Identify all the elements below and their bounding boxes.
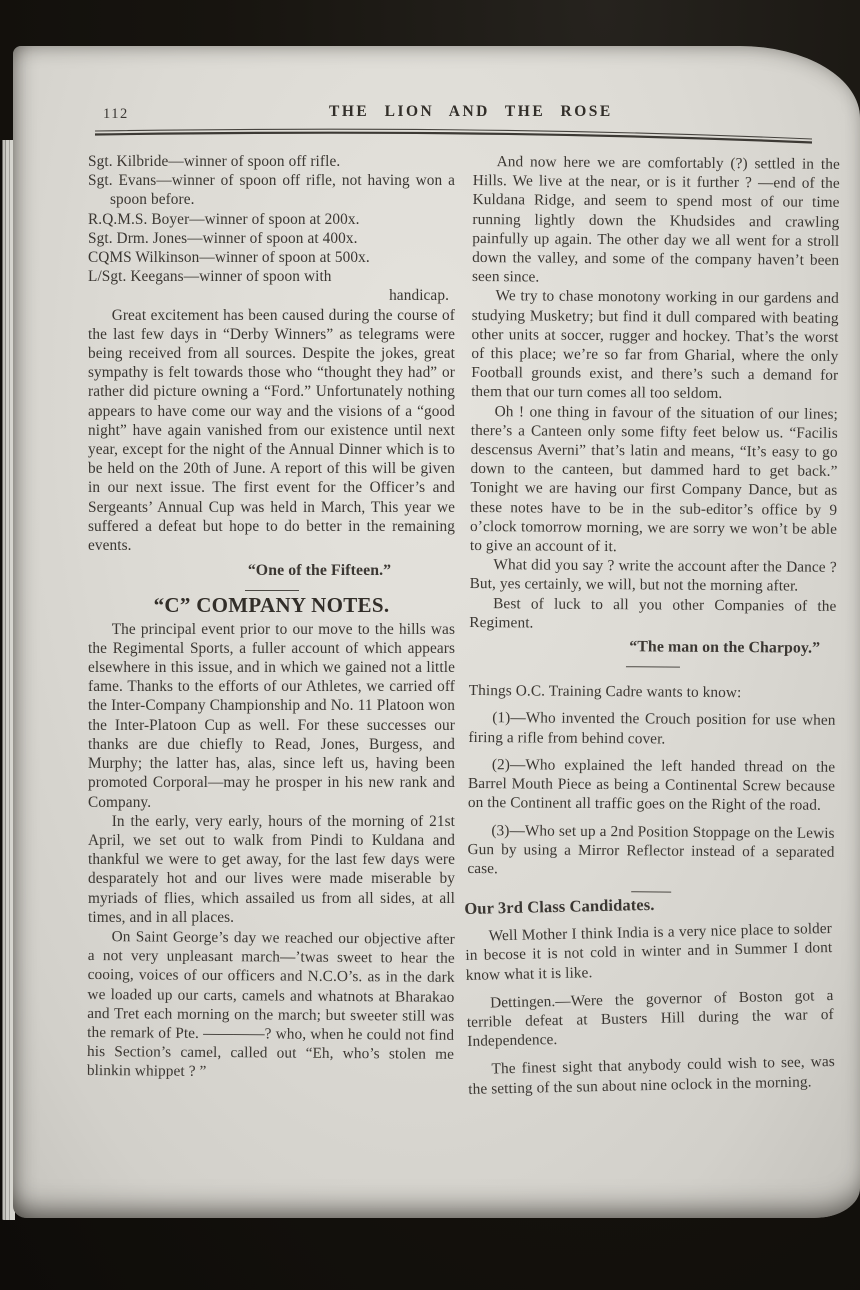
training-cadre-item: (1)—Who invented the Crouch position for use when firing a rifle from behind cover. xyxy=(468,709,836,748)
signature-man-on-charpoy: “The man on the Charpoy.” xyxy=(629,638,821,657)
third-class-candidates-section xyxy=(464,891,835,1099)
header-rule xyxy=(95,126,813,151)
two-column-body xyxy=(88,152,840,1099)
canteen-paragraph: Oh ! one thing in favour of the situation of our lines; there’s a Canteen only some fifty feet below us. “Facilis descensus Averni” that’s latin and means, “It’s easy to go down to the canteen, but dammed hard to get back.” Tonight we are having our first Company Dance, but as these notes have to be in the sub-editor’s office by 9 o’clock tomorrow morning, we are sorry we won’t be able to give an account of it. xyxy=(469,402,839,556)
list-item: L/Sgt. Keegans—winner of spoon with xyxy=(88,268,332,286)
section-divider xyxy=(245,590,299,591)
right-column xyxy=(466,152,840,1102)
march-to-kuldana-paragraph: In the early, very early, hours of the morning of 21st April, we set out to walk from Pindi to Kuldana and thankful we were to get away, for the last few days were desparately hot and our lives were made miserable by myriads of flies, which assailed us from all sides, at all times, and in all places. xyxy=(88,812,455,926)
finest-sight-paragraph: The finest sight that anybody could wish to see, was the setting of the sun about nine oclock in the morning. xyxy=(468,1053,835,1098)
dettingen-paragraph: Dettingen.—Were the governor of Boston got a terrible defeat at Busters Hill during the war of Independence. xyxy=(466,986,834,1051)
saint-georges-day-paragraph: On Saint George’s day we reached our objective after a not very unpleasant march—’twas sweet to hear the cooing, voices of our officers and N.C.O’s. as in the dark we loaded up our carts, camels and whatnots at Bharakao and Tret each morning on the march; but sweeter still was the remark of Pte. ————? who, when he could not find his Section’s camel, called out “Eh, who’s stolen me blinkin whippet ? ” xyxy=(86,928,455,1081)
signature-one-of-the-fifteen: “One of the Fifteen.” xyxy=(247,562,392,580)
third-class-candidates-heading: Our 3rd Class Candidates. xyxy=(464,894,655,919)
india-paragraph: Well Mother I think India is a very nice place to solder in becose it is not cold in winter and in Summer I dont know what it is like. xyxy=(465,920,833,984)
list-item: CQMS Wilkinson—winner of spoon at 500x. xyxy=(88,249,370,267)
training-cadre-heading: Things O.C. Training Cadre wants to know: xyxy=(468,682,742,702)
list-item: Sgt. Drm. Jones—winner of spoon at 400x. xyxy=(88,229,358,247)
section-divider xyxy=(625,666,679,667)
list-item: Sgt. Evans—winner of spoon off rifle, not having won a spoon before. xyxy=(88,172,455,209)
derby-winners-paragraph: Great excitement has been caused during the course of the last few days in “Derby Winners” as telegrams were being received from all sources. Despite the jokes, great sympathy is felt towards those who “thought they had” or rather did picture owning a “Ford.” Unfortunately nothing appears to have come our way and the visions of a “good night” have again vanished from our existence until next year, except for the night of the Annual Dinner which is to be held on the 20th of June. A report of this will be given in our next issue. The first event for the Officer’s and Sergeants’ Annual Cup was held in March, This year we suffered a defeat but hope to do better in the remaining events. xyxy=(88,306,455,555)
page-number: 112 xyxy=(103,106,129,122)
list-item: Sgt. Kilbride—winner of spoon off rifle. xyxy=(88,153,341,170)
spoon-winners-list xyxy=(88,152,455,306)
settled-in-hills-paragraph: And now here we are comfortably (?) settled in the Hills. We live at the near, or is it further ? —end of the Kuldana Ridge, and seem to spend most of our time running lightly down the Khudsides and crawling painfully up again. The other day we all went for a stroll down the valley, and some of the company haven’t been seen since. xyxy=(471,153,840,286)
regimental-sports-paragraph: The principal event prior to our move to the hills was the Regimental Sports, a fuller account of which appears elsewhere in this issue, and in which we gained not a little fame. Thanks to the efforts of our Athletes, we carried off the Inter-Company Championship and No. 11 Platoon won the Inter-Platoon Cup as well. For these successes our thanks are due chiefly to Read, Jones, Burgess, and Murphy; the latter has, alas, since left us, having been promoted Corporal—may he prosper in his new rank and Company. xyxy=(88,620,455,811)
list-item: R.Q.M.S. Boyer—winner of spoon at 200x. xyxy=(88,210,360,228)
best-of-luck-paragraph: Best of luck to all you other Companies of the Regiment. xyxy=(469,594,837,632)
chase-monotony-paragraph: We try to chase monotony working in our gardens and studying Musketry; but find it dull compared with beating other units at soccer, rugger and hockey. That’s the worst of this place; we’re so far from Gharial, where the only Football grounds exist, and there’s such a demand for them that our turn comes all too seldom. xyxy=(471,287,839,403)
training-cadre-item: (2)—Who explained the left handed thread on the Barrel Mouth Piece as being a Continental Screw because on the Continent all traffic goes on the Right of the road. xyxy=(467,756,836,815)
left-column xyxy=(88,152,455,1099)
magazine-page xyxy=(13,46,860,1218)
page-title: THE LION AND THE ROSE xyxy=(329,103,613,120)
section-divider xyxy=(631,891,671,892)
dance-account-paragraph: What did you say ? write the account after the Dance ? But, yes certainly, we will, but not the morning after. xyxy=(469,556,837,596)
c-company-notes-heading: “C” COMPANY NOTES. xyxy=(153,593,390,618)
training-cadre-item: (3)—Who set up a 2nd Position Stoppage on the Lewis Gun by using a Mirror Reflector instead of a separated case. xyxy=(467,821,835,878)
list-item-continuation: handicap. xyxy=(389,287,449,305)
